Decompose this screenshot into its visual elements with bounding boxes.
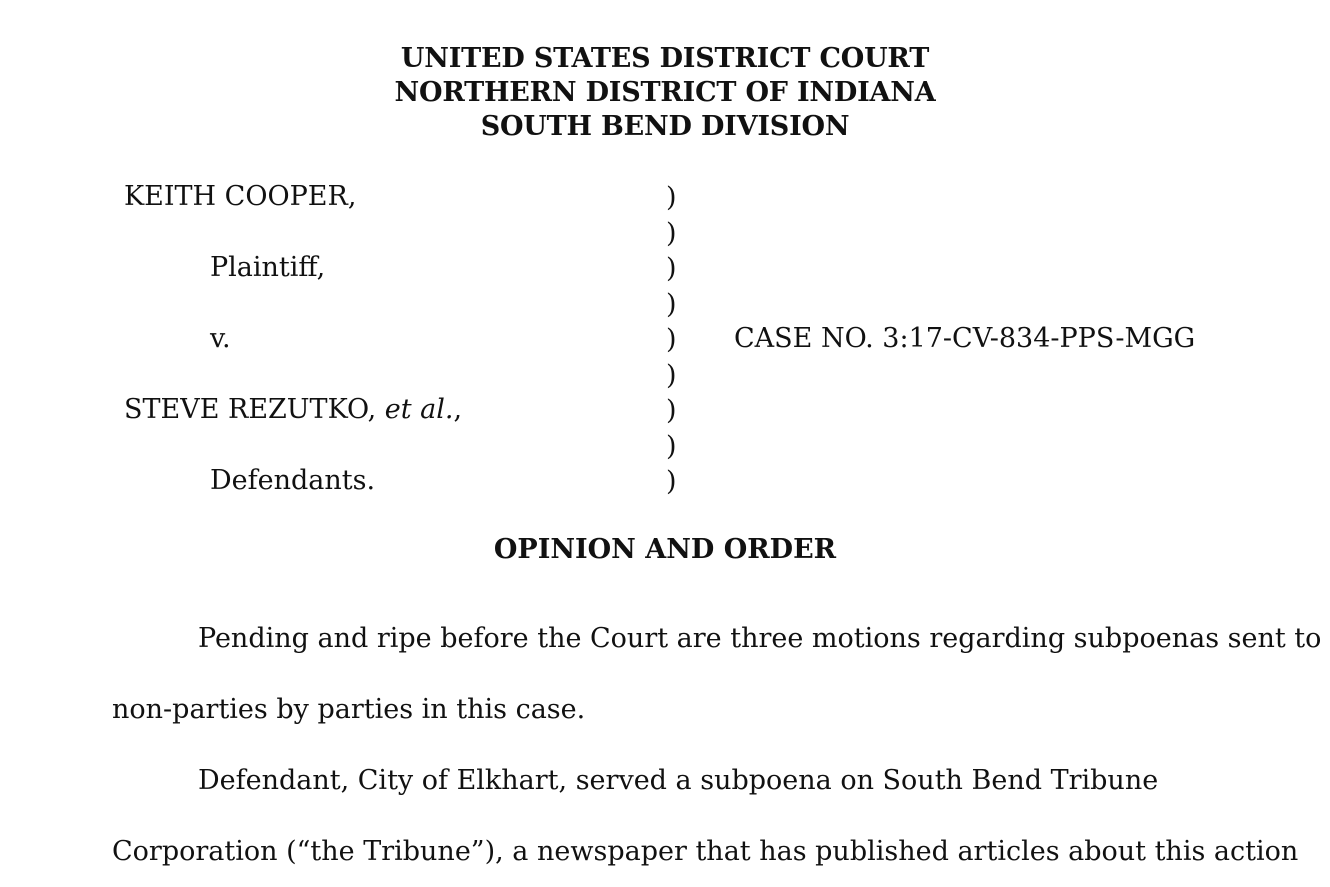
court-name: UNITED STATES DISTRICT COURT (400, 43, 930, 74)
caption-parenthesis: ) (666, 359, 677, 391)
caption-parenthesis: ) (666, 466, 677, 497)
defendant-label: Defendants. (210, 465, 376, 496)
defendant-name: STEVE REZUTKO, (124, 394, 377, 425)
caption-parenthesis: ) (666, 430, 677, 462)
caption-parenthesis: ) (666, 253, 677, 284)
court-district: NORTHERN DISTRICT OF INDIANA (394, 77, 936, 108)
body-line: Corporation (“the Tribune”), a newspaper that has published articles about this action (112, 836, 1299, 867)
defendant-suffix: , (453, 394, 463, 425)
body-line: non-parties by parties in this case. (112, 694, 586, 725)
caption-parenthesis: ) (666, 182, 677, 213)
defendant-name-line (124, 393, 462, 427)
opinion-body (112, 603, 1322, 887)
opinion-title: OPINION AND ORDER (493, 534, 837, 565)
court-division: SOUTH BEND DIVISION (480, 111, 850, 142)
plaintiff-name: KEITH COOPER, (124, 181, 357, 212)
body-line: Pending and ripe before the Court are three motions regarding subpoenas sent to (198, 623, 1322, 654)
caption-parenthesis: ) (666, 217, 677, 249)
defendant-et-al: et al. (384, 394, 454, 425)
caption-parenthesis: ) (666, 395, 677, 426)
caption-parenthesis: ) (666, 324, 677, 355)
case-number: CASE NO. 3:17-CV-834-PPS-MGG (734, 323, 1196, 354)
body-line: Defendant, City of Elkhart, served a subpoena on South Bend Tribune (198, 765, 1159, 796)
versus-label: v. (210, 323, 231, 354)
caption-parenthesis: ) (666, 288, 677, 320)
caption-parenthesis-column (666, 180, 677, 500)
plaintiff-label: Plaintiff, (210, 252, 326, 283)
